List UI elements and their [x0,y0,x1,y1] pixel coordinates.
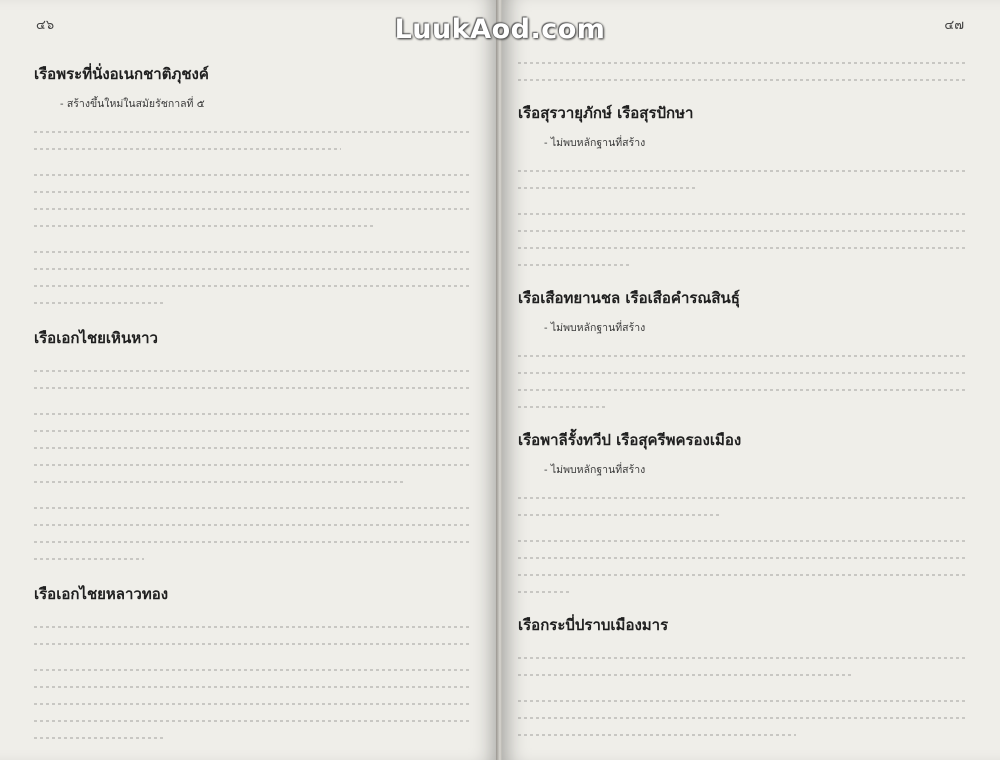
text-line [34,676,472,693]
paragraph-block [518,345,966,414]
text-line [34,275,472,292]
text-line [34,471,406,488]
text-line [518,690,966,707]
text-line [518,647,966,664]
text-line [34,241,472,258]
text-line [518,254,630,271]
text-line [518,564,966,581]
paragraph: - ไม่พบหลักฐานที่สร้าง [544,137,646,149]
paragraph-block [518,690,966,742]
text-line [34,292,165,309]
text-line [34,420,472,437]
right-page-number: ๔๗ [944,18,964,33]
text-line [518,724,796,741]
text-line [34,138,341,155]
section-title: เรือเอกไชยหลาวทอง [34,585,169,603]
text-line [34,693,472,710]
text-line [34,121,472,138]
paragraph-block [518,647,966,682]
text-line [34,258,472,275]
text-line [34,753,472,760]
text-line [518,396,608,413]
paragraph-block [34,616,472,651]
paragraph-block [34,497,472,566]
text-line [518,160,966,177]
text-line [34,181,472,198]
paragraph-block [34,753,472,760]
text-line [34,198,472,215]
left-page-number: ๔๖ [36,18,55,33]
paragraph: - ไม่พบหลักฐานที่สร้าง [544,322,646,334]
text-line [518,547,966,564]
text-line [34,659,472,676]
paragraph-block [518,203,966,272]
paragraph: - ไม่พบหลักฐานที่สร้าง [544,464,646,476]
section-title: เรือพระที่นั่งอเนกชาติภุชงค์ [34,65,209,83]
text-line [34,633,472,650]
paragraph-block [518,160,966,195]
text-line [34,377,472,394]
text-line [34,514,472,531]
text-line [34,403,472,420]
paragraph-block [518,530,966,599]
paragraph-block [34,241,472,310]
text-line [518,707,966,724]
left-page-content [34,48,472,760]
text-line [518,69,966,86]
text-line [518,504,720,521]
text-line [518,345,966,362]
text-line [34,164,472,181]
right-page-content [518,52,966,742]
text-line [518,379,966,396]
section-title: เรือเสือทยานชล เรือเสือคำรณสินธุ์ [518,289,740,307]
text-line [34,360,472,377]
text-line [518,487,966,504]
text-line [518,220,966,237]
text-line [518,362,966,379]
paragraph-block [34,164,472,233]
text-line [518,581,572,598]
text-line [34,616,472,633]
text-line [34,454,472,471]
text-line [34,215,376,232]
section-title: เรือกระบี่ปราบเมืองมาร [518,616,669,634]
text-line [518,203,966,220]
text-line [34,727,165,744]
text-line [518,52,966,69]
text-line [34,548,144,565]
text-line [518,237,966,254]
paragraph: - สร้างขึ้นใหม่ในสมัยรัชกาลที่ ๕ [60,98,205,110]
text-line [34,497,472,514]
section-title: เรือสุรวายุภักษ์ เรือสุรปักษา [518,104,694,122]
site-watermark: LuukAod.com [394,14,606,45]
text-line [34,710,472,727]
text-line [518,530,966,547]
paragraph-block [518,487,966,522]
section-title: เรือเอกไชยเหินหาว [34,329,158,347]
paragraph-block [34,121,472,156]
paragraph-block [34,659,472,745]
paragraph-block [518,52,966,87]
section-title: เรือพาลีรั้งทวีป เรือสุครีพครองเมือง [518,431,742,449]
left-page [0,0,498,760]
right-page [502,0,1000,760]
text-line [34,531,472,548]
paragraph-block [34,403,472,489]
text-line [518,664,854,681]
text-line [34,437,472,454]
paragraph-block [34,360,472,395]
text-line [518,177,697,194]
